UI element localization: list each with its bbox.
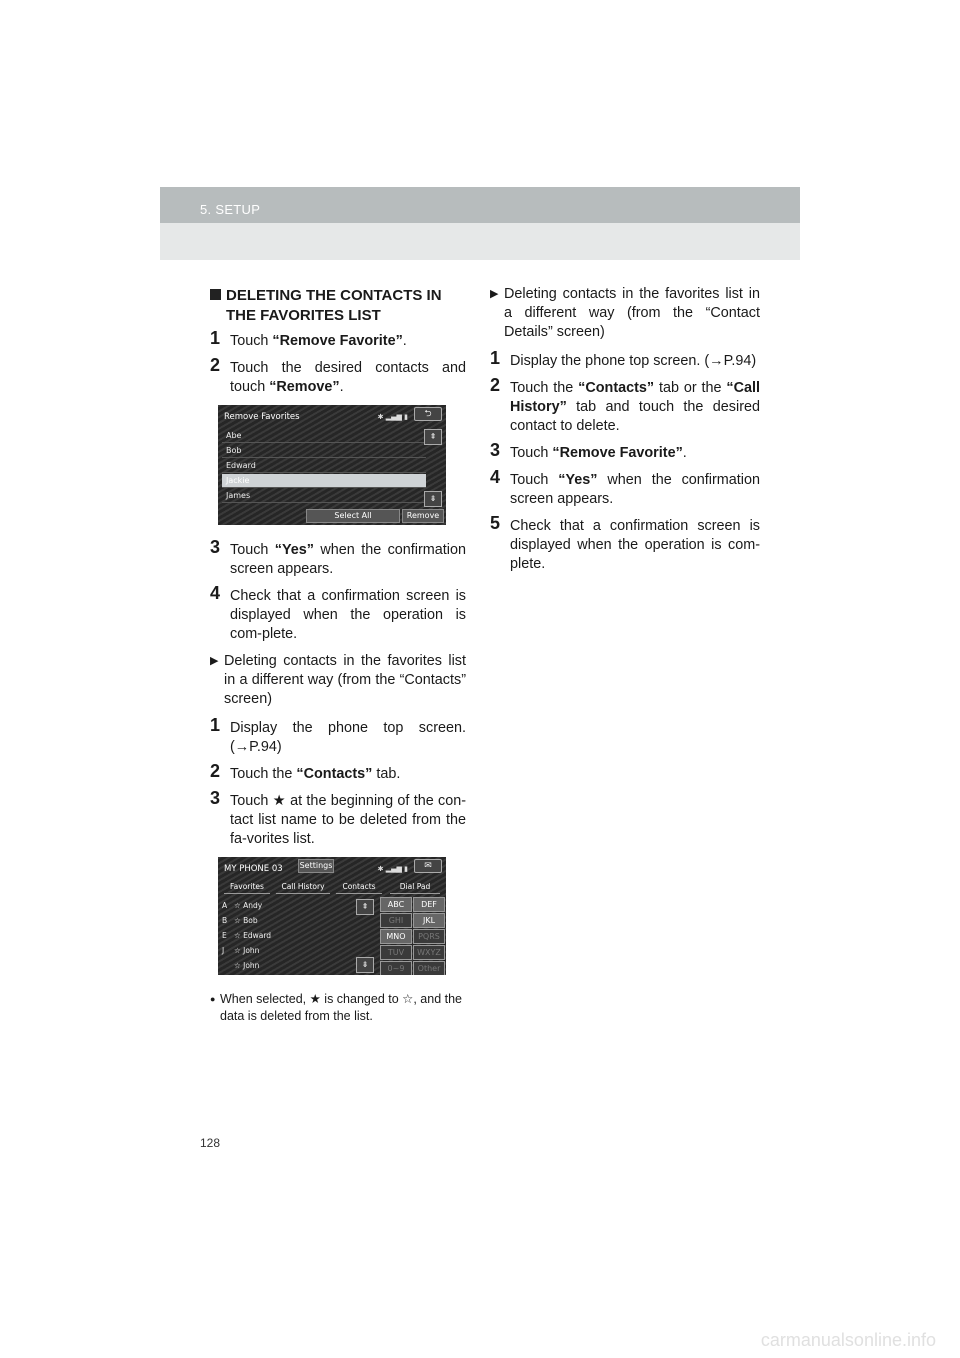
step-bold: “Yes” xyxy=(274,542,314,558)
step-4 xyxy=(490,467,760,509)
key-other[interactable]: Other xyxy=(413,961,445,975)
status-icons: ✱ ▂▄▆ ▮ xyxy=(377,865,408,873)
scroll-down-icon[interactable]: ⇟ xyxy=(356,957,374,973)
list-item[interactable]: Jackie xyxy=(222,474,426,488)
step-number: 1 xyxy=(210,715,221,735)
contact-name: Andy xyxy=(243,901,263,910)
step-text: tab and touch the desired contact to delete. xyxy=(510,399,760,434)
contact-row[interactable] xyxy=(222,959,354,973)
step-number: 5 xyxy=(490,513,501,533)
key-digits[interactable]: 0~9 xyxy=(380,961,412,975)
key-tuv[interactable]: TUV xyxy=(380,945,412,960)
step-text: Display the phone top screen. (→P.94) xyxy=(230,720,466,755)
step-text: . xyxy=(682,445,687,461)
step-number: 3 xyxy=(210,537,221,557)
step-number: 4 xyxy=(490,467,501,487)
step-number: 1 xyxy=(490,348,501,368)
select-all-button[interactable]: Select All xyxy=(306,509,400,523)
section-heading: DELETING THE CONTACTS IN THE FAVORITES LIST xyxy=(210,286,466,326)
step-text: Touch xyxy=(510,472,559,488)
step-text: Touch xyxy=(230,333,273,349)
back-icon[interactable]: ⮌ xyxy=(414,407,442,421)
contact-name: Bob xyxy=(243,916,258,925)
step-2 xyxy=(210,761,466,784)
step-text: when the confirmation screen appears. xyxy=(230,542,466,577)
contact-name: John xyxy=(243,961,260,970)
step-bold: “Call History” xyxy=(510,380,760,415)
index-letter: E xyxy=(222,931,227,940)
star-icon[interactable]: ☆ xyxy=(234,916,244,925)
step-number: 1 xyxy=(210,328,221,348)
list-item[interactable]: Abe xyxy=(222,429,426,443)
key-pqrs[interactable]: PQRS xyxy=(413,929,445,944)
left-column xyxy=(210,286,466,1025)
step-text: Touch the desired contacts and touch xyxy=(230,360,466,395)
step-bold: “Yes” xyxy=(558,472,598,488)
section-header xyxy=(160,187,800,260)
key-wxyz[interactable]: WXYZ xyxy=(413,945,445,960)
tab-favorites[interactable]: Favorites xyxy=(224,881,270,894)
index-letter: B xyxy=(222,916,228,925)
step-1 xyxy=(210,715,466,757)
step-4 xyxy=(210,583,466,644)
alt-method-heading: ▶ Deleting contacts in the favorites list in a different way (from the “Contact Details” screen) xyxy=(490,285,760,342)
step-text: Touch the xyxy=(510,380,579,396)
step-text: Touch xyxy=(510,445,553,461)
step-bold: “Remove” xyxy=(269,379,340,395)
key-ghi[interactable]: GHI xyxy=(380,913,412,928)
step-text: tab. xyxy=(372,766,401,782)
key-jkl[interactable]: JKL xyxy=(413,913,445,928)
index-letter: A xyxy=(222,901,228,910)
scroll-up-icon[interactable]: ⇞ xyxy=(356,899,374,915)
section-title: 5. SETUP xyxy=(200,202,261,217)
step-text: when the confirmation screen appears. xyxy=(510,472,760,507)
message-icon[interactable]: ✉ xyxy=(414,859,442,873)
step-number: 2 xyxy=(210,355,221,375)
step-number: 3 xyxy=(210,788,221,808)
alt-method-heading: ▶ Deleting contacts in the favorites list in a different way (from the “Contacts” screen) xyxy=(210,652,466,709)
key-abc[interactable]: ABC xyxy=(380,897,412,912)
step-number: 3 xyxy=(490,440,501,460)
star-icon[interactable]: ☆ xyxy=(234,931,244,940)
settings-button[interactable]: Settings xyxy=(298,859,334,873)
screen-title: Remove Favorites xyxy=(224,412,300,422)
step-text: . xyxy=(402,333,407,349)
step-5 xyxy=(490,513,760,574)
tab-contacts[interactable]: Contacts xyxy=(336,881,382,894)
remove-favorites-screenshot xyxy=(218,405,446,525)
contacts-screenshot xyxy=(218,857,446,975)
right-column xyxy=(490,285,760,582)
star-icon[interactable]: ☆ xyxy=(234,946,244,955)
contact-name: Edward xyxy=(243,931,272,940)
step-number: 4 xyxy=(210,583,221,603)
step-bold: “Remove Favorite” xyxy=(272,333,403,349)
step-1 xyxy=(490,348,760,371)
key-mno[interactable]: MNO xyxy=(380,929,412,944)
status-icons: ✱ ▂▄▆ ▮ xyxy=(377,413,408,421)
watermark: carmanualsonline.info xyxy=(760,1330,936,1350)
step-3 xyxy=(210,788,466,849)
tab-dial-pad[interactable]: Dial Pad xyxy=(390,881,440,894)
step-3 xyxy=(210,537,466,579)
contact-row[interactable] xyxy=(222,929,354,943)
step-3 xyxy=(490,440,760,463)
step-number: 2 xyxy=(210,761,221,781)
contact-row[interactable] xyxy=(222,914,354,928)
list-item[interactable]: James xyxy=(222,489,426,503)
list-item[interactable]: Bob xyxy=(222,444,426,458)
tab-call-history[interactable]: Call History xyxy=(276,881,330,894)
key-def[interactable]: DEF xyxy=(413,897,445,912)
list-item[interactable]: Edward xyxy=(222,459,426,473)
step-text: tab or the xyxy=(654,380,727,396)
remove-button[interactable]: Remove xyxy=(402,509,444,523)
section-header-bar xyxy=(160,187,800,223)
contact-row[interactable] xyxy=(222,899,354,913)
step-bold: “Remove Favorite” xyxy=(552,445,683,461)
step-text: Check that a confirmation screen is displayed when the operation is com-plete. xyxy=(510,518,760,572)
step-bold: “Contacts” xyxy=(296,766,373,782)
step-number: 2 xyxy=(490,375,501,395)
step-text: . xyxy=(339,379,344,395)
step-2 xyxy=(210,355,466,397)
scroll-up-icon[interactable]: ⇞ xyxy=(424,429,442,445)
index-letter: J xyxy=(222,946,225,955)
step-text: Check that a confirmation screen is displayed when the operation is com-plete. xyxy=(230,588,466,642)
step-1 xyxy=(210,328,466,351)
step-text: Touch xyxy=(230,542,275,558)
page-number: 128 xyxy=(200,1136,221,1150)
note: ● When selected, ★ is changed to ☆, and the data is deleted from the list. xyxy=(210,991,466,1025)
scroll-down-icon[interactable]: ⇟ xyxy=(424,491,442,507)
contact-name: John xyxy=(243,946,260,955)
step-text: Touch the xyxy=(230,766,297,782)
contact-row[interactable] xyxy=(222,944,354,958)
step-text: Display the phone top screen. (→P.94) xyxy=(510,353,757,369)
star-icon[interactable]: ☆ xyxy=(234,961,244,970)
step-bold: “Contacts” xyxy=(578,380,655,396)
screen-title: MY PHONE 03 xyxy=(224,864,283,874)
step-2 xyxy=(490,375,760,436)
star-icon[interactable]: ☆ xyxy=(234,901,244,910)
step-text: Touch ★ at the beginning of the con-tact list name to be deleted from the fa-vorites list. xyxy=(230,793,466,847)
